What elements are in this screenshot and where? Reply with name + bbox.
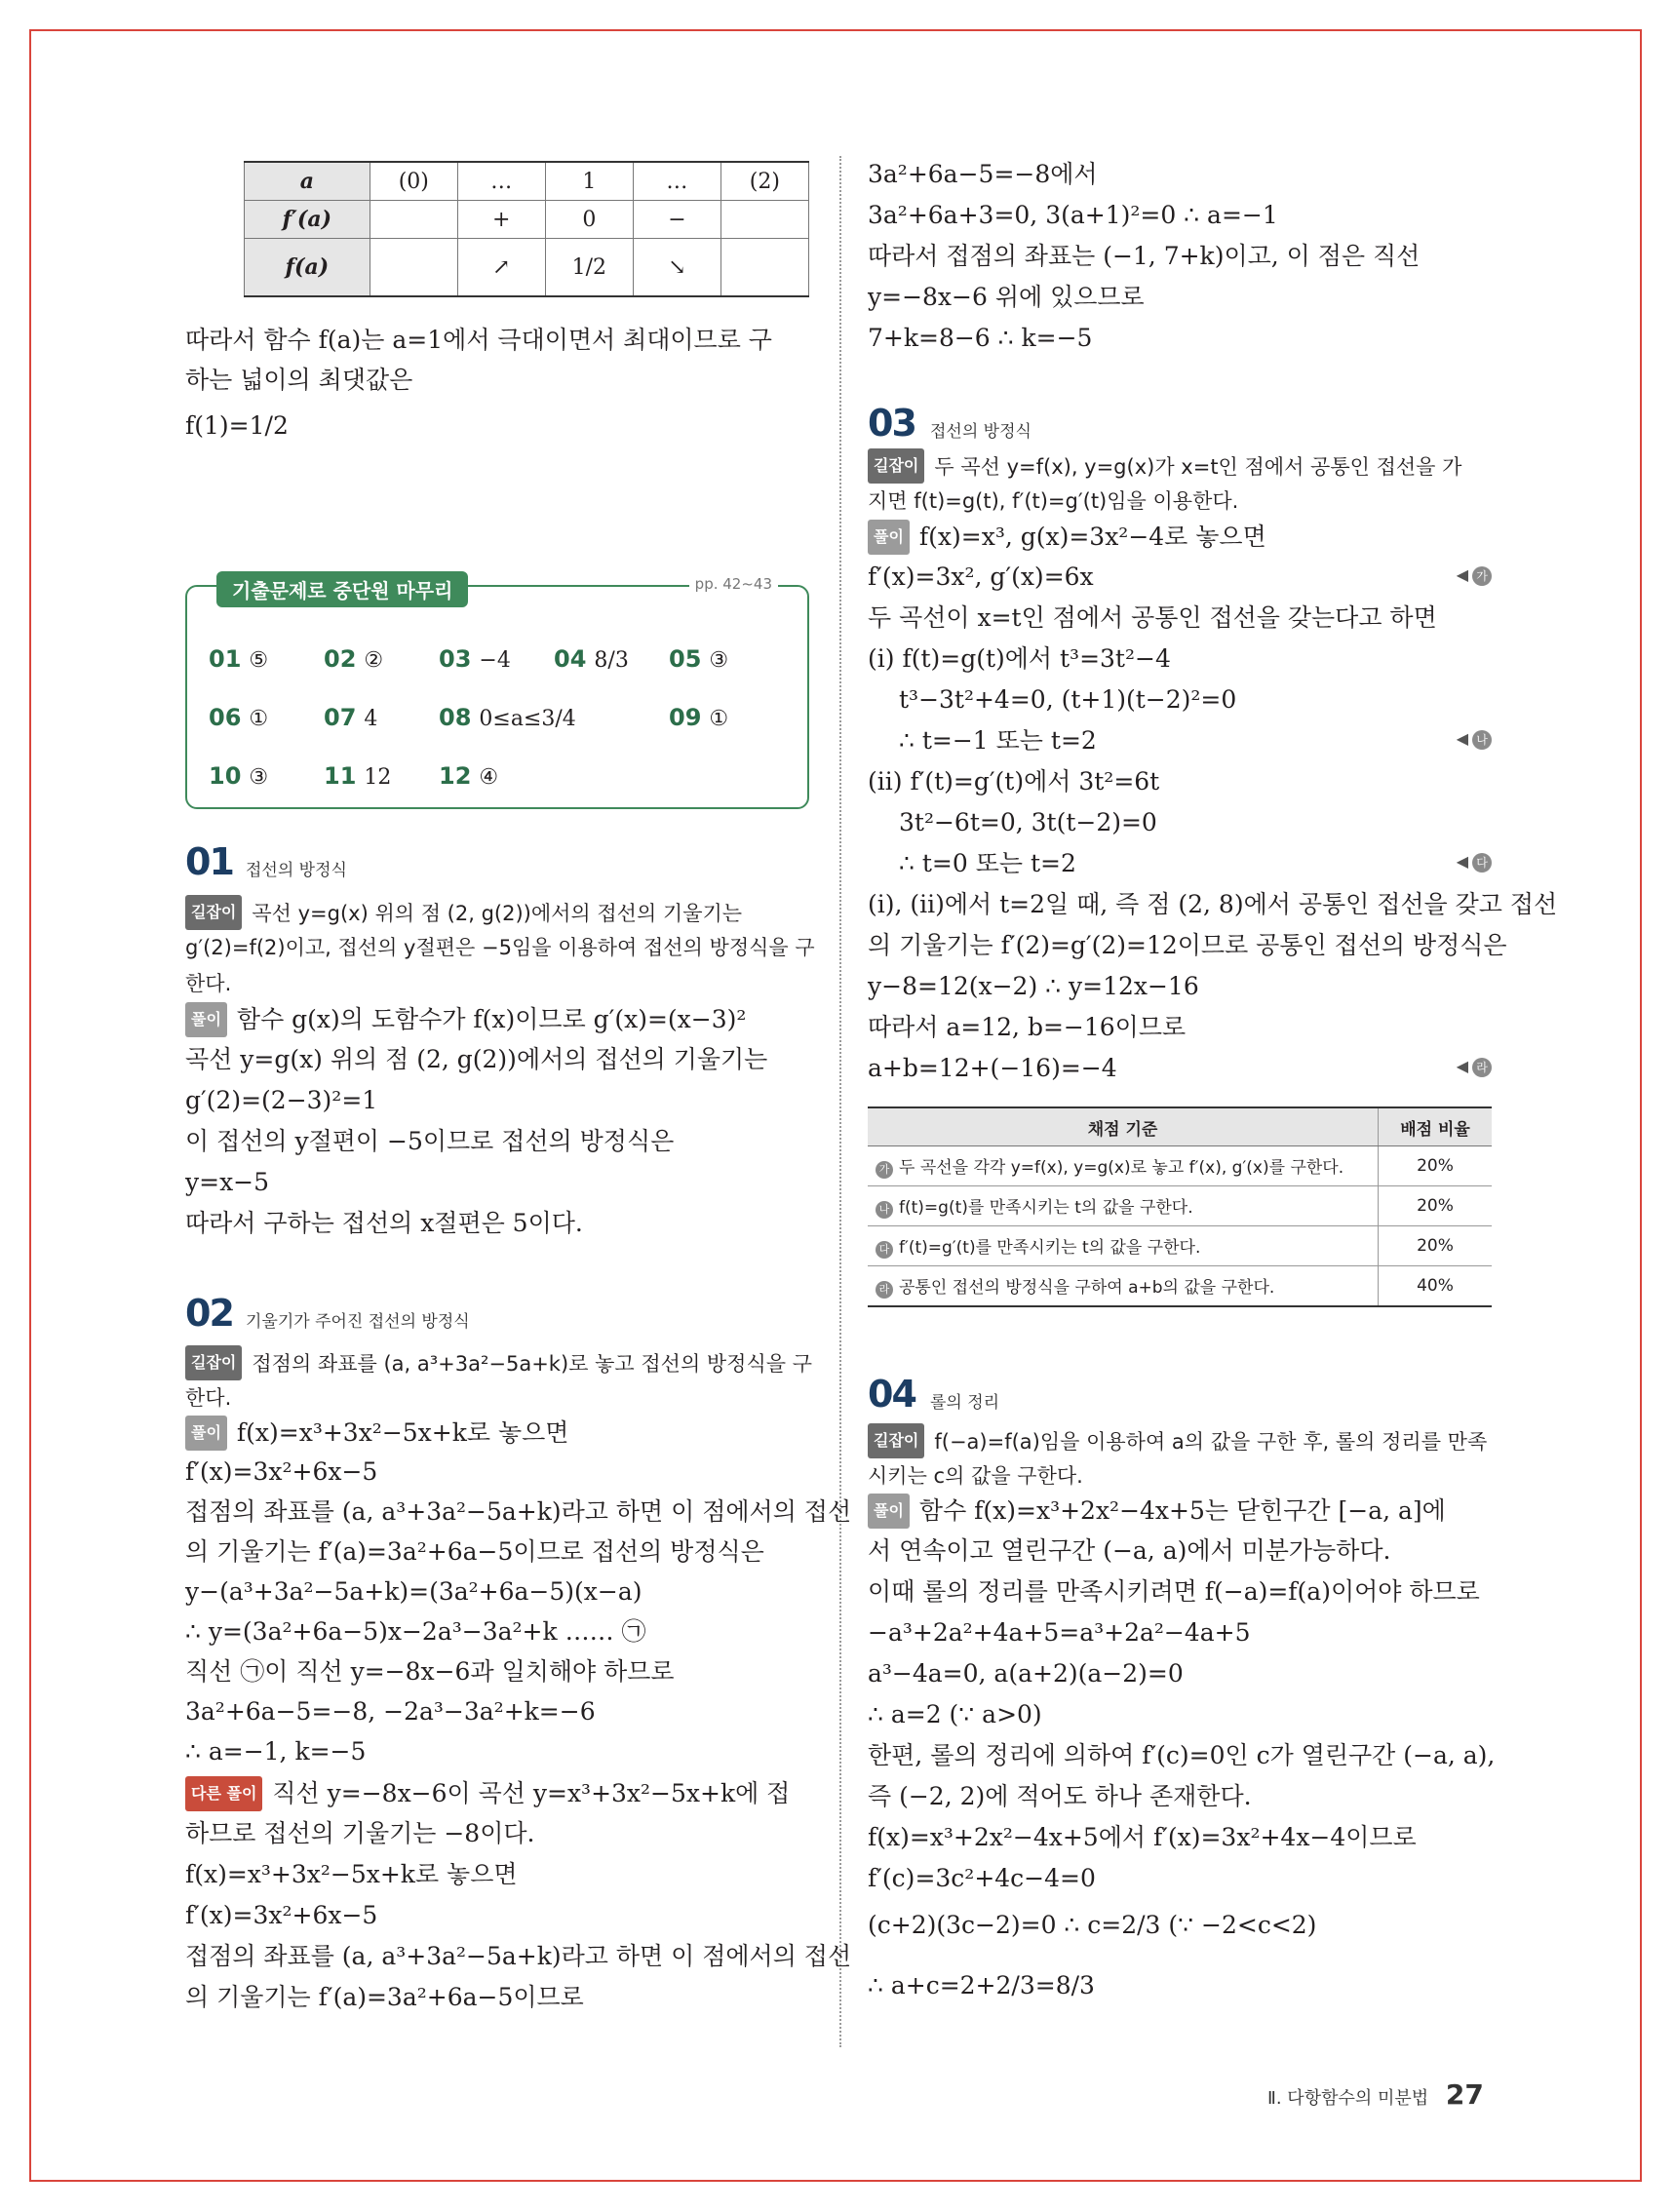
text-line: 따라서 접점의 좌표는 (−1, 7+k)이고, 이 점은 직선: [868, 242, 1421, 270]
section-title: 접선의 방정식: [930, 422, 1032, 442]
guide-line: 길잡이 곡선 y=g(x) 위의 점 (2, g(2))에서의 접선의 기울기는: [185, 895, 742, 930]
alt-solution-line: 다른 풀이 직선 y=−8x−6이 곡선 y=x³+3x²−5x+k에 접: [185, 1776, 790, 1811]
section-title: 기울기가 주어진 접선의 방정식: [246, 1312, 470, 1332]
solution-line: (c+2)(3c−2)=0 ∴ c=2/3 (∵ −2<c<2): [868, 1911, 1317, 1939]
solution-line: (i) f(t)=g(t)에서 t³=3t²−4: [868, 644, 1171, 673]
column-divider: [839, 156, 841, 2047]
chapter-label: Ⅱ. 다항함수의 미분법: [1267, 2088, 1429, 2109]
page-number: 27: [1445, 2078, 1484, 2111]
solution-line: ∴ t=−1 또는 t=2: [899, 726, 1097, 755]
solution-line: 풀이 함수 f(x)=x³+2x²−4x+5는 닫힌구간 [−a, a]에: [868, 1494, 1446, 1529]
table-cell: −: [634, 201, 721, 239]
table-cell: f(a): [245, 239, 370, 297]
table-cell: 나 f(t)=g(t)를 만족시키는 t의 값을 구한다.: [868, 1186, 1379, 1226]
alt-solution-line: 하므로 접선의 기울기는 −8이다.: [185, 1819, 535, 1847]
alt-solution-line: 의 기울기는 f′(a)=3a²+6a−5이므로: [185, 1983, 584, 2011]
table-row: [245, 239, 809, 297]
table-cell: ↘: [634, 239, 721, 297]
answer-item: 06 ①: [209, 704, 269, 731]
table-cell: 1/2: [545, 239, 633, 297]
section-title: 접선의 방정식: [246, 861, 347, 880]
section-number: 03: [868, 402, 915, 445]
solution-line: a³−4a=0, a(a+2)(a−2)=0: [868, 1659, 1184, 1688]
text-line: 3a²+6a−5=−8에서: [868, 160, 1098, 188]
solution-line: y=x−5: [185, 1168, 270, 1196]
solution-line: 접점의 좌표를 (a, a³+3a²−5a+k)라고 하면 이 점에서의 접선: [185, 1497, 852, 1526]
solution-line: y−(a³+3a²−5a+k)=(3a²+6a−5)(x−a): [185, 1577, 642, 1606]
table-row: [868, 1186, 1492, 1226]
solution-line: (ii) f′(t)=g′(t)에서 3t²=6t: [868, 767, 1160, 796]
answer-box-pages: pp. 42~43: [689, 575, 778, 593]
answer-box-title: 기출문제로 중단원 마무리: [216, 571, 468, 607]
answer-item: 10 ③: [209, 762, 269, 790]
section-number: 04: [868, 1373, 915, 1416]
table-cell: 라 공통인 접선의 방정식을 구하여 a+b의 값을 구한다.: [868, 1266, 1379, 1307]
table-cell: 40%: [1379, 1266, 1493, 1307]
table-cell: +: [457, 201, 545, 239]
table-cell: (2): [720, 162, 808, 201]
solution-line: t³−3t²+4=0, (t+1)(t−2)²=0: [899, 685, 1237, 714]
page-footer: [1267, 2078, 1484, 2111]
step-marker: ◀ 다: [1457, 852, 1492, 873]
table-cell: 0: [545, 201, 633, 239]
table-cell: 20%: [1379, 1226, 1493, 1266]
table-cell: [720, 201, 808, 239]
scoring-table: [868, 1106, 1492, 1307]
solution-line: y−8=12(x−2) ∴ y=12x−16: [868, 972, 1199, 1000]
answer-item: 07 4: [324, 704, 378, 731]
variation-table: [244, 161, 809, 297]
solution-line: 3a²+6a−5=−8, −2a³−3a²+k=−6: [185, 1697, 596, 1726]
table-header: 채점 기준: [868, 1107, 1379, 1146]
guide-line: 길잡이 f(−a)=f(a)임을 이용하여 a의 값을 구한 후, 롤의 정리를 만족: [868, 1423, 1487, 1458]
step-marker: ◀ 나: [1457, 729, 1492, 750]
table-cell: ↗: [457, 239, 545, 297]
solution-line: 즉 (−2, 2)에 적어도 하나 존재한다.: [868, 1782, 1252, 1810]
solution-line: 곡선 y=g(x) 위의 점 (2, g(2))에서의 접선의 기울기는: [185, 1045, 768, 1073]
text-line: 하는 넓이의 최댓값은: [185, 366, 413, 394]
table-row: [868, 1146, 1492, 1186]
table-header: 배점 비율: [1379, 1107, 1493, 1146]
table-row: [245, 162, 809, 201]
guide-line: 길잡이 접점의 좌표를 (a, a³+3a²−5a+k)로 놓고 접선의 방정식을 구: [185, 1345, 812, 1380]
alt-solution-line: 접점의 좌표를 (a, a³+3a²−5a+k)라고 하면 이 점에서의 접선: [185, 1942, 852, 1970]
table-cell: [370, 239, 457, 297]
answer-item: 05 ③: [669, 645, 729, 673]
answer-item: 09 ①: [669, 704, 729, 731]
guide-line: 길잡이 두 곡선 y=f(x), y=g(x)가 x=t인 점에서 공통인 접선을 가: [868, 448, 1461, 484]
solution-line: 의 기울기는 f′(2)=g′(2)=12이므로 공통인 접선의 방정식은: [868, 931, 1507, 959]
step-marker: ◀ 가: [1457, 565, 1492, 586]
step-marker: ◀ 라: [1457, 1057, 1492, 1077]
solution-line: f(x)=x³+2x²−4x+5에서 f′(x)=3x²+4x−4이므로: [868, 1823, 1417, 1851]
solution-line: ∴ a=−1, k=−5: [185, 1737, 367, 1766]
table-row: [868, 1107, 1492, 1146]
table-cell: [370, 201, 457, 239]
table-cell: (0): [370, 162, 457, 201]
text-line: 3a²+6a+3=0, 3(a+1)²=0 ∴ a=−1: [868, 201, 1278, 229]
text-line: 7+k=8−6 ∴ k=−5: [868, 324, 1093, 352]
solution-line: 서 연속이고 열린구간 (−a, a)에서 미분가능하다.: [868, 1536, 1391, 1565]
table-cell: f′(a): [245, 201, 370, 239]
answer-item: 01 ⑤: [209, 645, 269, 673]
answer-item: 03 −4: [439, 645, 511, 673]
solution-line: ∴ t=0 또는 t=2: [899, 849, 1076, 877]
guide-line: 한다.: [185, 972, 232, 995]
solution-line: 풀이 함수 g(x)의 도함수가 f(x)이므로 g′(x)=(x−3)²: [185, 1002, 746, 1037]
solution-line: f′(x)=3x²+6x−5: [185, 1457, 378, 1486]
solution-line: f′(x)=3x², g′(x)=6x: [868, 563, 1094, 591]
answer-item: 04 8/3: [554, 645, 629, 673]
alt-solution-line: f′(x)=3x²+6x−5: [185, 1901, 378, 1929]
solution-line: 직선 ㉠이 직선 y=−8x−6과 일치해야 하므로: [185, 1657, 675, 1686]
table-cell: 다 f′(t)=g′(t)를 만족시키는 t의 값을 구한다.: [868, 1226, 1379, 1266]
solution-line: 두 곡선이 x=t인 점에서 공통인 접선을 갖는다고 하면: [868, 603, 1437, 632]
table-row: [868, 1266, 1492, 1307]
solution-line: ∴ y=(3a²+6a−5)x−2a³−3a²+k …… ㉠: [185, 1617, 646, 1646]
solution-line: 이때 롤의 정리를 만족시키려면 f(−a)=f(a)이어야 하므로: [868, 1577, 1480, 1606]
solution-line: 이 접선의 y절편이 −5이므로 접선의 방정식은: [185, 1127, 675, 1155]
solution-line: 의 기울기는 f′(a)=3a²+6a−5이므로 접선의 방정식은: [185, 1537, 764, 1566]
answer-box: [185, 575, 809, 809]
table-cell: 20%: [1379, 1146, 1493, 1186]
section-number: 01: [185, 840, 233, 883]
solution-line: ∴ a+c=2+2/3=8/3: [868, 1971, 1095, 1999]
text-line: 따라서 함수 f(a)는 a=1에서 극대이면서 최대이므로 구: [185, 326, 772, 354]
guide-line: 한다.: [185, 1386, 232, 1410]
text-line: f(1)=1/2: [185, 411, 289, 440]
guide-line: g′(2)=f(2)이고, 접선의 y절편은 −5임을 이용하여 접선의 방정식을 구: [185, 936, 815, 959]
table-cell: 가 두 곡선을 각각 y=f(x), y=g(x)로 놓고 f′(x), g′(x)를 구한다.: [868, 1146, 1379, 1186]
section-number: 02: [185, 1292, 233, 1335]
solution-line: −a³+2a²+4a+5=a³+2a²−4a+5: [868, 1618, 1251, 1647]
answer-item: 12 ④: [439, 762, 499, 790]
alt-solution-line: f(x)=x³+3x²−5x+k로 놓으면: [185, 1860, 518, 1888]
solution-line: (i), (ii)에서 t=2일 때, 즉 점 (2, 8)에서 공통인 접선을 갖고 접선: [868, 890, 1558, 918]
table-cell: 20%: [1379, 1186, 1493, 1226]
table-row: [868, 1226, 1492, 1266]
solution-line: 3t²−6t=0, 3t(t−2)=0: [899, 808, 1157, 836]
table-cell: 1: [545, 162, 633, 201]
table-cell: …: [457, 162, 545, 201]
solution-line: a+b=12+(−16)=−4: [868, 1054, 1117, 1082]
solution-line: ∴ a=2 (∵ a>0): [868, 1700, 1042, 1728]
section-title: 롤의 정리: [930, 1393, 1000, 1413]
solution-line: 따라서 a=12, b=−16이므로: [868, 1013, 1187, 1041]
table-cell: [720, 239, 808, 297]
guide-line: 지면 f(t)=g(t), f′(t)=g′(t)임을 이용한다.: [868, 489, 1239, 513]
text-line: y=−8x−6 위에 있으므로: [868, 283, 1145, 311]
answer-item: 08 0≤a≤3/4: [439, 704, 576, 731]
solution-line: 한편, 롤의 정리에 의하여 f′(c)=0인 c가 열린구간 (−a, a),: [868, 1741, 1496, 1769]
answer-item: 11 12: [324, 762, 392, 790]
answer-item: 02 ②: [324, 645, 384, 673]
table-cell: a: [245, 162, 370, 201]
solution-line: 따라서 구하는 접선의 x절편은 5이다.: [185, 1209, 583, 1237]
guide-line: 시키는 c의 값을 구한다.: [868, 1464, 1083, 1488]
solution-line: f′(c)=3c²+4c−4=0: [868, 1864, 1096, 1892]
solution-line: 풀이 f(x)=x³, g(x)=3x²−4로 놓으면: [868, 520, 1266, 555]
solution-line: 풀이 f(x)=x³+3x²−5x+k로 놓으면: [185, 1416, 568, 1451]
table-row: [245, 201, 809, 239]
solution-line: g′(2)=(2−3)²=1: [185, 1086, 378, 1114]
table-cell: …: [634, 162, 721, 201]
